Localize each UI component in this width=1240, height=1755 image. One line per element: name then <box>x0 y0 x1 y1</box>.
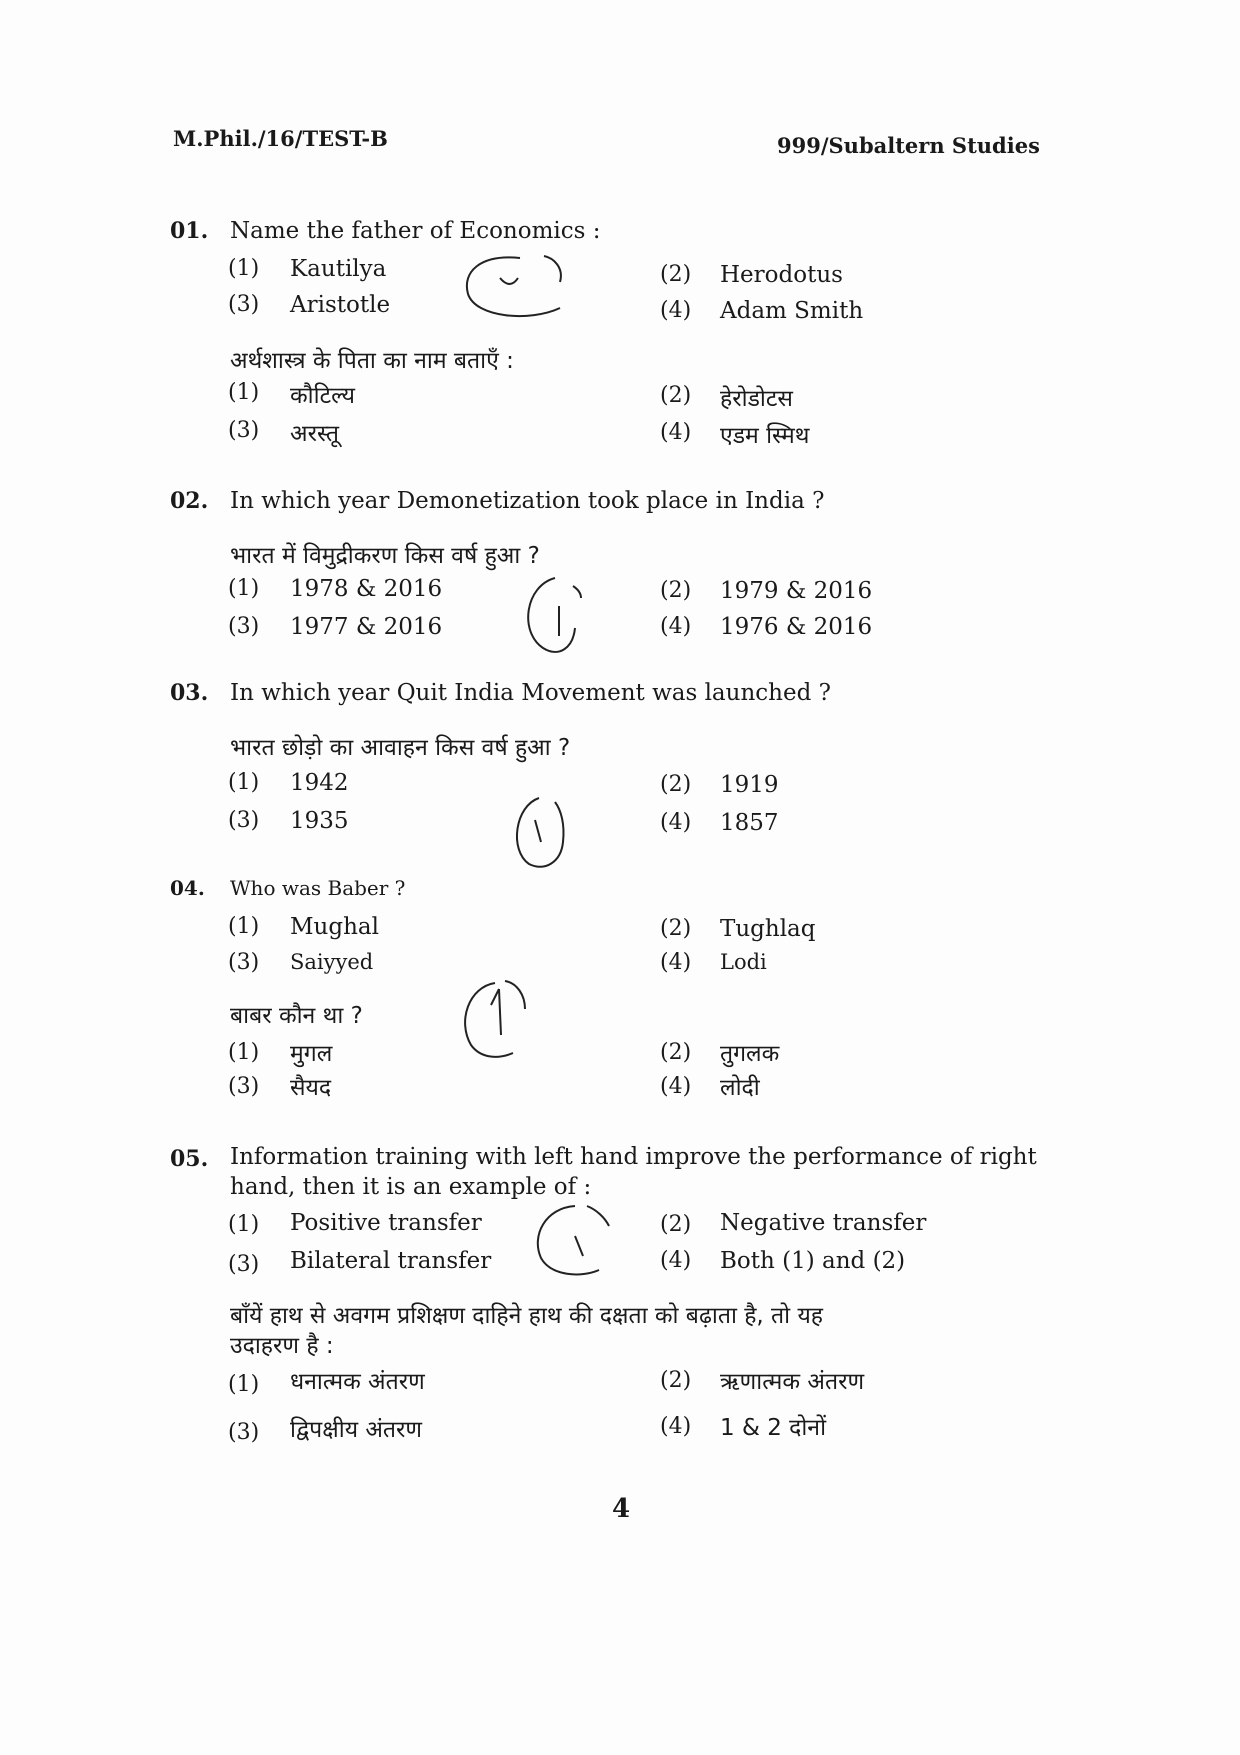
option-label: (3) <box>228 292 260 317</box>
option-label: (1) <box>228 1212 260 1237</box>
question-text-hindi: भारत छोड़ो का आवाहन किस वर्ष हुआ ? <box>230 735 571 761</box>
handwritten-answer-circle <box>515 572 605 662</box>
option-3-hindi: द्विपक्षीय अंतरण <box>290 1417 423 1443</box>
option-4: Lodi <box>720 950 767 974</box>
option-2: Tughlaq <box>720 916 816 942</box>
option-4: Adam Smith <box>720 298 864 324</box>
option-label: (2) <box>660 772 692 797</box>
option-3: Aristotle <box>290 292 391 318</box>
question-text: In which year Demonetization took place in India ? <box>230 488 825 514</box>
option-label: (4) <box>660 420 692 445</box>
option-1: 1942 <box>290 770 349 796</box>
question-number: 01. <box>170 218 209 244</box>
option-label: (1) <box>228 1040 260 1065</box>
question-text: Who was Baber ? <box>230 876 406 900</box>
option-label: (2) <box>660 1368 692 1393</box>
option-4: Both (1) and (2) <box>720 1248 906 1274</box>
option-label: (3) <box>228 808 260 833</box>
option-3: 1935 <box>290 808 349 834</box>
option-label: (3) <box>228 1420 260 1445</box>
question-text-hindi: अर्थशास्त्र के पिता का नाम बताएँ : <box>230 348 514 374</box>
option-label: (2) <box>660 578 692 603</box>
option-label: (3) <box>228 1252 260 1277</box>
option-label: (4) <box>660 950 692 975</box>
option-3: 1977 & 2016 <box>290 614 443 640</box>
option-label: (1) <box>228 576 260 601</box>
option-label: (1) <box>228 914 260 939</box>
option-label: (4) <box>660 1248 692 1273</box>
question-number: 03. <box>170 680 209 706</box>
handwritten-answer-circle <box>460 252 570 332</box>
option-label: (2) <box>660 262 692 287</box>
option-label: (4) <box>660 614 692 639</box>
option-1-hindi: कौटिल्य <box>290 383 356 409</box>
option-2-hindi: ऋणात्मक अंतरण <box>720 1369 865 1395</box>
option-label: (1) <box>228 380 260 405</box>
question-text: Name the father of Economics : <box>230 218 601 244</box>
option-4: 1857 <box>720 810 779 836</box>
handwritten-answer-circle <box>455 975 545 1065</box>
option-3-hindi: सैयद <box>290 1075 332 1101</box>
option-1-hindi: धनात्मक अंतरण <box>290 1369 425 1395</box>
option-2: 1979 & 2016 <box>720 578 873 604</box>
option-3-hindi: अरस्तू <box>290 421 340 447</box>
option-label: (4) <box>660 298 692 323</box>
option-label: (2) <box>660 916 692 941</box>
question-text-hindi-line2: उदाहरण है : <box>230 1333 334 1359</box>
option-3: Saiyyed <box>290 950 374 974</box>
option-2-hindi: तुगलक <box>720 1041 780 1067</box>
option-label: (3) <box>228 1074 260 1099</box>
question-text-hindi: बाबर कौन था ? <box>230 1003 363 1029</box>
option-2: 1919 <box>720 772 779 798</box>
option-4-hindi: एडम स्मिथ <box>720 423 810 449</box>
option-4-hindi: लोदी <box>720 1075 760 1101</box>
page-number: 4 <box>612 1494 631 1524</box>
option-3: Bilateral transfer <box>290 1248 492 1274</box>
question-text-hindi-line1: बाँयें हाथ से अवगम प्रशिक्षण दाहिने हाथ की दक्षता को बढ़ाता है, तो यह <box>230 1303 823 1329</box>
option-2: Negative transfer <box>720 1210 927 1236</box>
question-text: In which year Quit India Movement was launched ? <box>230 680 831 706</box>
option-2-hindi: हेरोडोटस <box>720 386 793 412</box>
option-label: (1) <box>228 1372 260 1397</box>
option-label: (1) <box>228 256 260 281</box>
option-label: (1) <box>228 770 260 795</box>
option-1: 1978 & 2016 <box>290 576 443 602</box>
question-text-line2: hand, then it is an example of : <box>230 1174 592 1200</box>
header-right: 999/Subaltern Studies <box>777 133 1040 158</box>
question-number: 05. <box>170 1146 209 1172</box>
option-label: (3) <box>228 614 260 639</box>
option-label: (2) <box>660 1040 692 1065</box>
option-1: Positive transfer <box>290 1210 482 1236</box>
option-label: (4) <box>660 1074 692 1099</box>
question-number: 02. <box>170 488 209 514</box>
option-1: Mughal <box>290 914 379 940</box>
question-text-line1: Information training with left hand improve the performance of right <box>230 1144 1037 1170</box>
option-label: (3) <box>228 418 260 443</box>
question-text-hindi: भारत में विमुद्रीकरण किस वर्ष हुआ ? <box>230 543 540 569</box>
option-1: Kautilya <box>290 256 387 282</box>
handwritten-answer-circle <box>525 1200 625 1285</box>
option-label: (2) <box>660 1212 692 1237</box>
option-4-hindi: 1 & 2 दोनों <box>720 1415 827 1441</box>
option-label: (2) <box>660 383 692 408</box>
question-number: 04. <box>170 876 205 900</box>
option-4: 1976 & 2016 <box>720 614 873 640</box>
option-1-hindi: मुगल <box>290 1041 333 1067</box>
header-left: M.Phil./16/TEST-B <box>173 126 388 151</box>
option-label: (4) <box>660 1414 692 1439</box>
option-2: Herodotus <box>720 262 843 288</box>
option-label: (4) <box>660 810 692 835</box>
option-label: (3) <box>228 950 260 975</box>
handwritten-answer-circle <box>505 790 585 880</box>
